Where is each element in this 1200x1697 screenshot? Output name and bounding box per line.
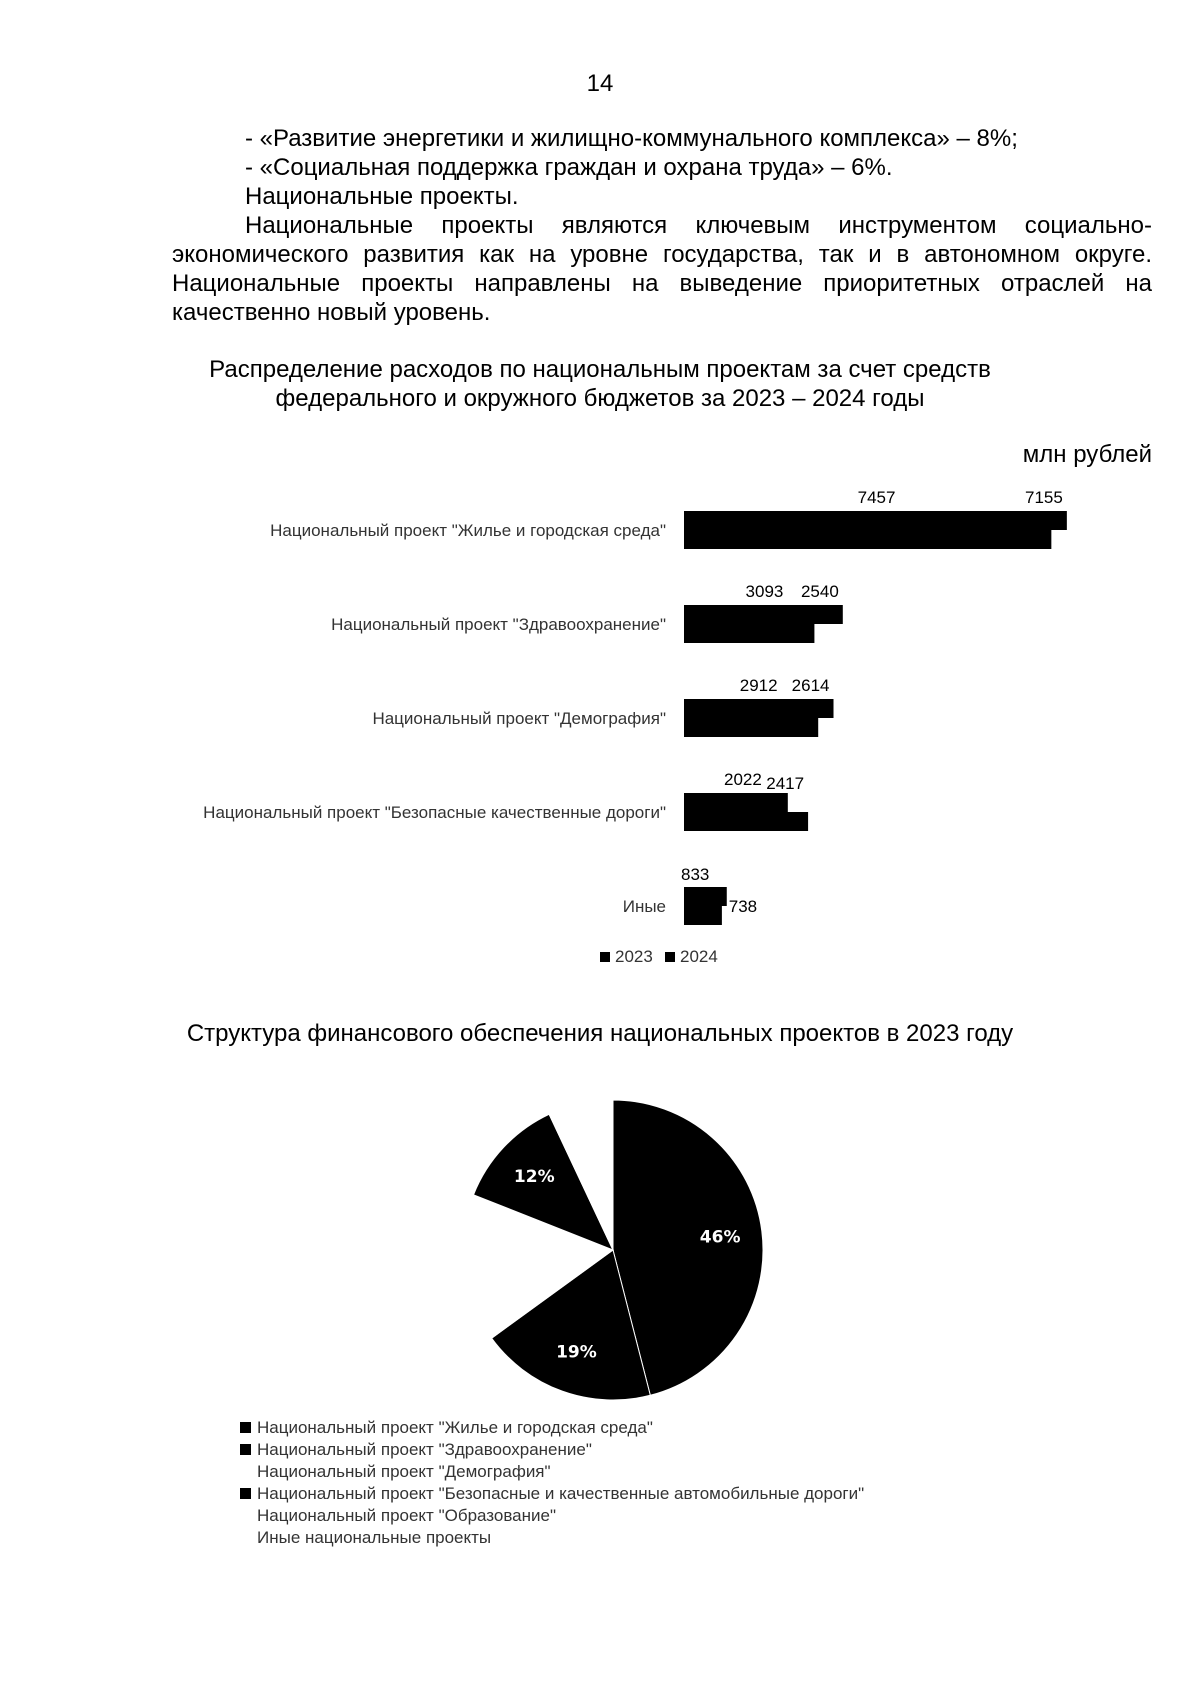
bar-category-label: Иные — [622, 897, 666, 916]
legend-label: Иные национальные проекты — [257, 1528, 492, 1547]
bar-category-label: Национальный проект "Здравоохранение" — [331, 615, 666, 634]
bar-category-label: Национальный проект "Жилье и городская среда" — [270, 521, 666, 540]
legend-swatch — [240, 1422, 251, 1433]
legend-label: Национальный проект "Здравоохранение" — [257, 1440, 592, 1459]
pie-chart-title: Структура финансового обеспечения национальных проектов в 2023 году — [186, 1020, 1014, 1047]
legend-label: 2024 — [680, 947, 718, 966]
bar-value-label: 3093 — [745, 582, 784, 601]
bar-value-label: 833 — [681, 865, 710, 884]
bar-chart-unit: млн рублей — [1022, 441, 1152, 468]
legend-label: 2023 — [615, 947, 653, 966]
pie-data-label: 46% — [699, 1227, 741, 1248]
body-paragraph: Национальные проекты являются ключевым инструментом социально-экономического развития как на уровне государства, так и в автономном округе. Национальные проекты направлены на выведение приоритетных отраслей на качественно новый уровень. — [172, 212, 1152, 326]
section-heading: Национальные проекты. — [245, 183, 519, 210]
bar-value-label: 7155 — [1025, 488, 1063, 507]
bar-category-label: Национальный проект "Безопасные качественные дороги" — [203, 803, 666, 822]
bar-value-label: 2540 — [800, 582, 839, 601]
legend-label: Национальный проект "Образование" — [257, 1506, 557, 1525]
bar-value-label: 2417 — [766, 774, 805, 793]
legend-label: Национальный проект "Безопасные и качественные автомобильные дороги" — [257, 1484, 865, 1503]
bar-category-label: Национальный проект "Демография" — [372, 709, 666, 728]
list-item: - «Социальная поддержка граждан и охрана труда» – 6%. — [245, 154, 893, 181]
bar-chart-title-line: федерального и окружного бюджетов за 2023 – 2024 годы — [275, 385, 925, 412]
list-item: - «Развитие энергетики и жилищно-коммунального комплекса» – 8%; — [245, 125, 1018, 152]
pie-data-label: 19% — [556, 1342, 597, 1363]
legend-label: Национальный проект "Жилье и городская среда" — [257, 1418, 653, 1437]
legend-swatch — [240, 1444, 251, 1455]
page-number: 14 — [586, 70, 614, 97]
legend-label: Национальный проект "Демография" — [257, 1462, 551, 1481]
bar-value-label: 738 — [728, 897, 758, 916]
legend-swatch — [240, 1488, 251, 1499]
bar-value-label: 2614 — [791, 676, 830, 695]
bar-chart-title-line: Распределение расходов по национальным проектам за счет средств — [209, 356, 991, 383]
pie-data-label: 12% — [513, 1167, 555, 1188]
bar-value-label: 2912 — [739, 676, 778, 695]
bar-value-label: 2022 — [724, 770, 762, 789]
bar-value-label: 7457 — [857, 488, 896, 507]
